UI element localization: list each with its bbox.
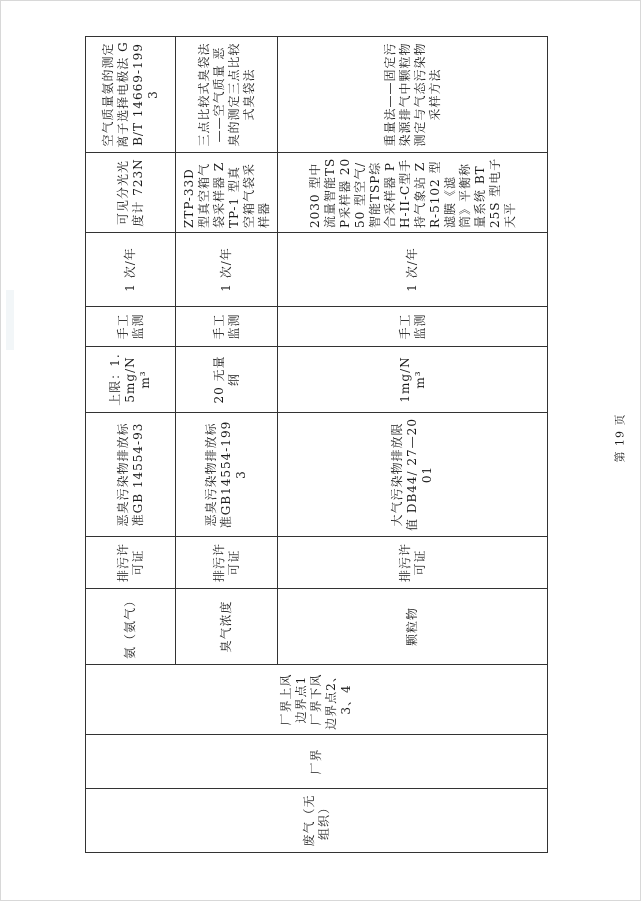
instrument-cell: 可见分光光度计 723N xyxy=(86,153,176,233)
requirement-cell: 排污许可证 xyxy=(176,537,278,589)
monitoring-cell: 手工监测 xyxy=(176,307,278,347)
table-row xyxy=(86,37,176,853)
method-cell: 空气质量氨的测定离子选择电极法 GB/T 14669-1993 xyxy=(86,37,176,153)
frequency-cell: 1 次/年 xyxy=(86,233,176,307)
requirement-cell: 排污许可证 xyxy=(86,537,176,589)
monitoring-cell: 手工监测 xyxy=(278,307,548,347)
page-number: 第 19 页 xyxy=(613,413,627,463)
monitoring-table xyxy=(85,36,548,853)
category-cell: 废气（无组织） xyxy=(86,789,548,853)
scan-artifact xyxy=(6,290,14,350)
limit-cell: 上限：1.5mg/Nm³ xyxy=(86,347,176,413)
standard-cell: 大气污染物排放限值 DB44/ 27—2001 xyxy=(278,413,548,537)
monitoring-table-rotated xyxy=(85,37,547,853)
location-cell: 厂界 xyxy=(86,735,548,789)
monitoring-cell: 手工监测 xyxy=(86,307,176,347)
frequency-cell: 1 次/年 xyxy=(278,233,548,307)
points-cell: 厂界上风边界点1 厂界下风边界点2、3、4 xyxy=(86,665,548,735)
limit-cell: 20 无量纲 xyxy=(176,347,278,413)
method-cell: 三点比较式臭袋法——空气质量 恶臭的测定三点比较式臭袋法 xyxy=(176,37,278,153)
standard-cell: 恶臭污染物排放标准GB14554-1993 xyxy=(176,413,278,537)
item-cell: 氨（氨气） xyxy=(86,589,176,665)
item-cell: 颗粒物 xyxy=(278,589,548,665)
limit-cell: 1mg/Nm³ xyxy=(278,347,548,413)
frequency-cell: 1 次/年 xyxy=(176,233,278,307)
standard-cell: 恶臭污染物排放标准GB 14554-93 xyxy=(86,413,176,537)
item-cell: 臭气浓度 xyxy=(176,589,278,665)
instrument-cell: ZTP-33D 型真空箱气袋采样器 ZTP-1 型真空箱气袋采样器 xyxy=(176,153,278,233)
instrument-cell: 2030 型中流量智能TSP采样器 2050 型空气/智能TSP综合采样器 PH-II-C型手持气象站 ZR-5102 型滤膜《滤筒》平衡称量系统 BT25S 型电子天平 xyxy=(278,153,548,233)
requirement-cell: 排污许可证 xyxy=(278,537,548,589)
method-cell: 重量法——固定污染源排气中颗粒物测定与气态污染物采样方法 xyxy=(278,37,548,153)
